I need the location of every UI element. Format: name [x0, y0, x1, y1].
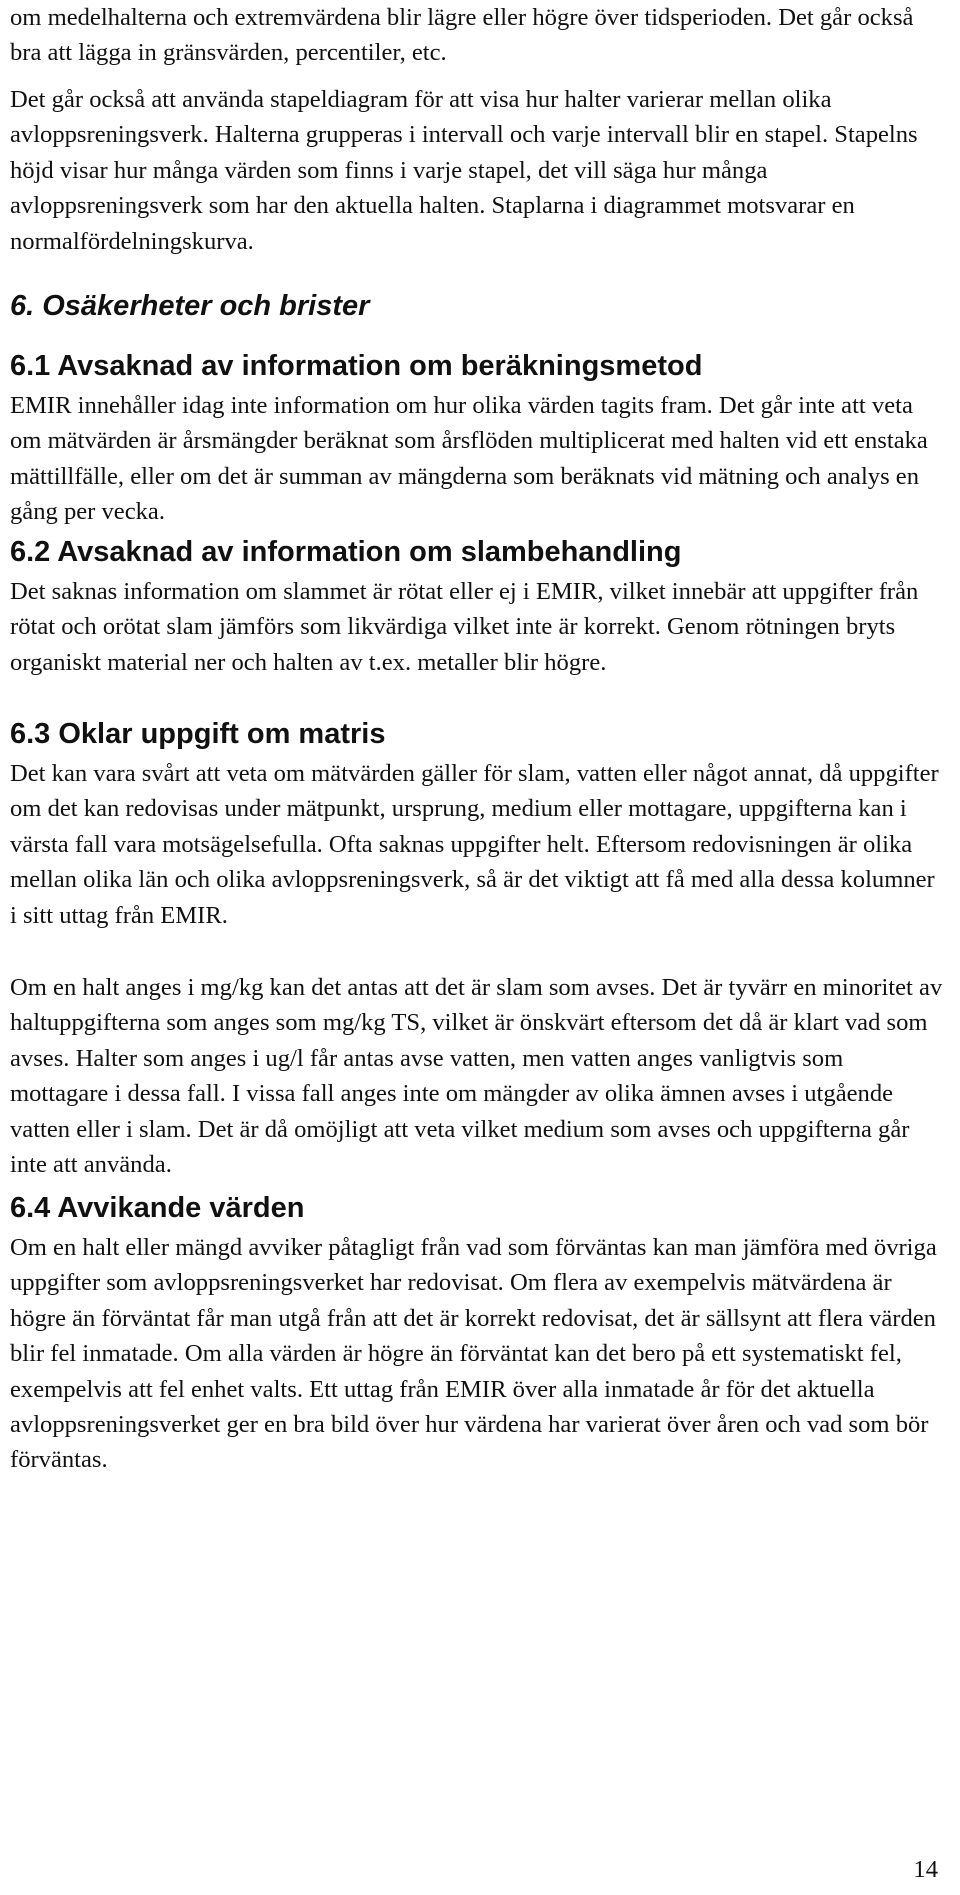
section-6-4-heading: 6.4 Avvikande värden [10, 1192, 305, 1224]
section-6-2-heading: 6.2 Avsaknad av information om slambehandling [10, 536, 682, 568]
section-6-1-heading: 6.1 Avsaknad av information om beräkningsmetod [10, 350, 703, 382]
paragraph-intro-1: om medelhalterna och extremvärdena blir lägre eller högre över tidsperioden. Det går också bra att lägga in gränsvärden, percentiler, etc. [10, 4, 914, 67]
section-6-4-paragraph: Om en halt eller mängd avviker påtagligt från vad som förväntas kan man jämföra med övriga uppgifter som avloppsreningsverket har redovisat. Om flera av exempelvis mätvärdena är högre än förväntat får man utgå från att det är korrekt redovisat, det är sällsynt att flera värden blir fel inmatade. Om alla värden är högre än förväntat kan det bero på ett systematiskt fel, exempelvis att fel enhet valts. Ett uttag från EMIR över alla inmatade år för det aktuella avloppsreningsverket ger en bra bild över hur värdena har varierat över åren och vad som bör förväntas. [10, 1234, 937, 1474]
section-6-3-paragraph-1: Det kan vara svårt att veta om mätvärden gäller för slam, vatten eller något annat, då uppgifter om det kan redovisas under mätpunkt, ursprung, medium eller mottagare, uppgifterna kan i värsta fall vara motsägelsefulla. Ofta saknas uppgifter helt. Eftersom redovisningen är olika mellan olika län och olika avloppsreningsverk, så är det viktigt att få med alla dessa kolumner i sitt uttag från EMIR. [10, 760, 939, 929]
section-6-3-heading: 6.3 Oklar uppgift om matris [10, 718, 386, 750]
section-6-heading: 6. Osäkerheter och brister [10, 290, 370, 322]
section-6-2-paragraph: Det saknas information om slammet är rötat eller ej i EMIR, vilket innebär att uppgifter från rötat och orötat slam jämförs som likvärdiga vilket inte är korrekt. Genom rötningen bryts organiskt material ner och halten av t.ex. metaller blir högre. [10, 578, 919, 676]
paragraph-intro-2: Det går också att använda stapeldiagram för att visa hur halter varierar mellan olika avloppsreningsverk. Halterna grupperas i intervall och varje intervall blir en stapel. Stapelns höjd visar hur många värden som finns i varje stapel, det vill säga hur många avloppsreningsverk som har den aktuella halten. Staplarna i diagrammet motsvarar en normalfördelningskurva. [10, 86, 918, 255]
section-6-3-paragraph-2: Om en halt anges i mg/kg kan det antas att det är slam som avses. Det är tyvärr en minoritet av haltuppgifterna som anges som mg/kg TS, vilket är önskvärt eftersom det då är klart vad som avses. Halter som anges i ug/l får antas avse vatten, men vatten anges vanligtvis som mottagare i dessa fall. I vissa fall anges inte om mängder av olika ämnen avses i utgående vatten eller i slam. Det är då omöjligt att veta vilket medium som avses och uppgifterna går inte att använda. [10, 974, 943, 1179]
section-6-1-paragraph: EMIR innehåller idag inte information om hur olika värden tagits fram. Det går inte att veta om mätvärden är årsmängder beräknat som årsflöden multiplicerat med halten vid ett enstaka mättillfälle, eller om det är summan av mängderna som beräknats vid mätning och analys en gång per vecka. [10, 392, 928, 526]
page-number: 14 [913, 1856, 938, 1883]
